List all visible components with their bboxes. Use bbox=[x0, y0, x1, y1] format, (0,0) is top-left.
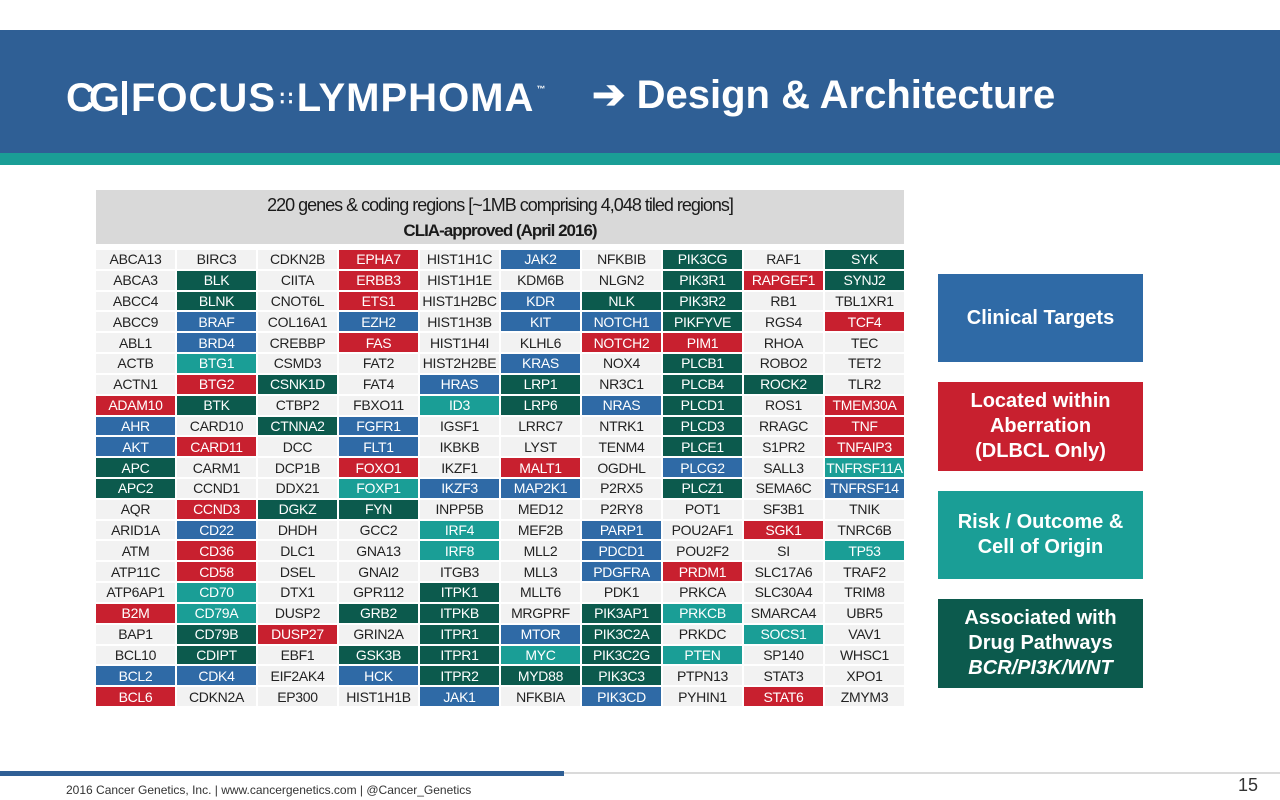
gene-cell: POU2AF1 bbox=[663, 521, 742, 540]
gene-cell: KDM6B bbox=[501, 271, 580, 290]
gene-cell: CARD10 bbox=[177, 417, 256, 436]
gene-cell: BTG1 bbox=[177, 354, 256, 373]
gene-cell: CTNNA2 bbox=[258, 417, 337, 436]
gene-cell: WHSC1 bbox=[825, 646, 904, 665]
gene-cell: TNF bbox=[825, 417, 904, 436]
gene-cell: NLGN2 bbox=[582, 271, 661, 290]
logo-lymphoma: LYMPHOMA bbox=[296, 75, 535, 120]
gene-cell: NR3C1 bbox=[582, 375, 661, 394]
gene-cell: HRAS bbox=[420, 375, 499, 394]
gene-cell: BLNK bbox=[177, 292, 256, 311]
gene-cell: ERBB3 bbox=[339, 271, 418, 290]
gene-cell: TRIM8 bbox=[825, 583, 904, 602]
gene-cell: CARD11 bbox=[177, 437, 256, 456]
gene-cell: POT1 bbox=[663, 500, 742, 519]
gene-cell: TNFRSF14 bbox=[825, 479, 904, 498]
gene-cell: SLC17A6 bbox=[744, 562, 823, 581]
legend-clinical-targets bbox=[938, 274, 1143, 362]
legend-clinical-label: Clinical Targets bbox=[966, 306, 1115, 329]
gene-cell: CSNK1D bbox=[258, 375, 337, 394]
gene-cell: ITPR2 bbox=[420, 666, 499, 685]
legend-drug-line1: Associated with bbox=[964, 607, 1117, 629]
gene-cell: DSEL bbox=[258, 562, 337, 581]
gene-cell: STAT6 bbox=[744, 687, 823, 706]
gene-cell: MLLT6 bbox=[501, 583, 580, 602]
gene-cell: CTBP2 bbox=[258, 396, 337, 415]
gene-cell: GRB2 bbox=[339, 604, 418, 623]
gene-cell: ADAM10 bbox=[96, 396, 175, 415]
gene-cell: ACTB bbox=[96, 354, 175, 373]
gene-cell: KDR bbox=[501, 292, 580, 311]
gene-cell: TENM4 bbox=[582, 437, 661, 456]
gene-cell: ABCC4 bbox=[96, 292, 175, 311]
gene-cell: IKZF1 bbox=[420, 458, 499, 477]
logo-separator: ∷ bbox=[280, 87, 293, 110]
gene-cell: PIK3C2G bbox=[582, 646, 661, 665]
legend-drug-line2: Drug Pathways bbox=[968, 632, 1113, 654]
gene-cell: CD22 bbox=[177, 521, 256, 540]
gene-cell: AHR bbox=[96, 417, 175, 436]
logo-cg: CG bbox=[66, 75, 114, 120]
gene-cell: IGSF1 bbox=[420, 417, 499, 436]
gene-grid bbox=[96, 250, 904, 706]
gene-cell: NTRK1 bbox=[582, 417, 661, 436]
gene-cell: BCL6 bbox=[96, 687, 175, 706]
gene-cell: ITPR1 bbox=[420, 625, 499, 644]
gene-cell: ACTN1 bbox=[96, 375, 175, 394]
gene-cell: SALL3 bbox=[744, 458, 823, 477]
gene-cell: UBR5 bbox=[825, 604, 904, 623]
gene-cell: SYNJ2 bbox=[825, 271, 904, 290]
gene-cell: PARP1 bbox=[582, 521, 661, 540]
gene-cell: KLHL6 bbox=[501, 333, 580, 352]
gene-cell: SLC30A4 bbox=[744, 583, 823, 602]
gene-cell: LRP6 bbox=[501, 396, 580, 415]
gene-cell: PLCD3 bbox=[663, 417, 742, 436]
gene-cell: NLK bbox=[582, 292, 661, 311]
gene-cell: P2RX5 bbox=[582, 479, 661, 498]
gene-cell: TET2 bbox=[825, 354, 904, 373]
gene-cell: SYK bbox=[825, 250, 904, 269]
logo-bar bbox=[122, 81, 127, 115]
gene-cell: TLR2 bbox=[825, 375, 904, 394]
footer-text: 2016 Cancer Genetics, Inc. | www.cancergenetics.com | @Cancer_Genetics bbox=[66, 783, 472, 797]
gene-cell: ITPKB bbox=[420, 604, 499, 623]
gene-cell: ROCK2 bbox=[744, 375, 823, 394]
gene-cell: DUSP27 bbox=[258, 625, 337, 644]
gene-cell: CD79B bbox=[177, 625, 256, 644]
gene-cell: HCK bbox=[339, 666, 418, 685]
gene-cell: FOXO1 bbox=[339, 458, 418, 477]
gene-cell: HIST1H4I bbox=[420, 333, 499, 352]
gene-cell: DDX21 bbox=[258, 479, 337, 498]
gene-cell: RRAGC bbox=[744, 417, 823, 436]
gene-cell: SEMA6C bbox=[744, 479, 823, 498]
gene-cell: CD36 bbox=[177, 541, 256, 560]
gene-cell: MLL3 bbox=[501, 562, 580, 581]
logo-focus: FOCUS bbox=[131, 75, 276, 120]
gene-cell: DLC1 bbox=[258, 541, 337, 560]
gene-cell: CD58 bbox=[177, 562, 256, 581]
gene-panel bbox=[96, 190, 904, 706]
gene-cell: ITGB3 bbox=[420, 562, 499, 581]
gene-cell: ABCC9 bbox=[96, 312, 175, 331]
gene-cell: PIKFYVE bbox=[663, 312, 742, 331]
gene-cell: SP140 bbox=[744, 646, 823, 665]
gene-cell: LYST bbox=[501, 437, 580, 456]
gene-cell: MYD88 bbox=[501, 666, 580, 685]
gene-cell: GRIN2A bbox=[339, 625, 418, 644]
gene-cell: AQR bbox=[96, 500, 175, 519]
gene-cell: EZH2 bbox=[339, 312, 418, 331]
gene-panel-header bbox=[96, 190, 904, 244]
gene-cell: PDCD1 bbox=[582, 541, 661, 560]
header-accent-strip bbox=[0, 153, 1280, 165]
gene-cell: ABCA3 bbox=[96, 271, 175, 290]
logo-trademark: ™ bbox=[536, 84, 546, 94]
gene-cell: BCL10 bbox=[96, 646, 175, 665]
gene-cell: GCC2 bbox=[339, 521, 418, 540]
gene-cell: JAK2 bbox=[501, 250, 580, 269]
gene-cell: GSK3B bbox=[339, 646, 418, 665]
gene-cell: ID3 bbox=[420, 396, 499, 415]
gene-cell: CDKN2B bbox=[258, 250, 337, 269]
gene-cell: CARM1 bbox=[177, 458, 256, 477]
gene-cell: DTX1 bbox=[258, 583, 337, 602]
gene-cell: PLCG2 bbox=[663, 458, 742, 477]
gene-cell: PRKCA bbox=[663, 583, 742, 602]
gene-cell: OGDHL bbox=[582, 458, 661, 477]
gene-cell: CDK4 bbox=[177, 666, 256, 685]
gene-cell: DCP1B bbox=[258, 458, 337, 477]
gene-cell: FYN bbox=[339, 500, 418, 519]
gene-cell: PTEN bbox=[663, 646, 742, 665]
gene-cell: ATP6AP1 bbox=[96, 583, 175, 602]
legend-located-line1: Located within bbox=[970, 390, 1111, 412]
gene-cell: PTPN13 bbox=[663, 666, 742, 685]
gene-cell: ARID1A bbox=[96, 521, 175, 540]
gene-cell: KRAS bbox=[501, 354, 580, 373]
gene-cell: TMEM30A bbox=[825, 396, 904, 415]
gene-cell: JAK1 bbox=[420, 687, 499, 706]
gene-cell: RAPGEF1 bbox=[744, 271, 823, 290]
legend-drug-pathways bbox=[938, 599, 1143, 688]
gene-cell: EPHA7 bbox=[339, 250, 418, 269]
gene-cell: MLL2 bbox=[501, 541, 580, 560]
gene-cell: CCND3 bbox=[177, 500, 256, 519]
gene-cell: NRAS bbox=[582, 396, 661, 415]
gene-cell: CDKN2A bbox=[177, 687, 256, 706]
gene-cell: BRD4 bbox=[177, 333, 256, 352]
gene-cell: PIK3C3 bbox=[582, 666, 661, 685]
gene-cell: RB1 bbox=[744, 292, 823, 311]
gene-cell: IKBKB bbox=[420, 437, 499, 456]
gene-cell: GNA13 bbox=[339, 541, 418, 560]
gene-cell: ETS1 bbox=[339, 292, 418, 311]
gene-cell: FOXP1 bbox=[339, 479, 418, 498]
gene-cell: MRGPRF bbox=[501, 604, 580, 623]
gene-cell: IRF4 bbox=[420, 521, 499, 540]
legend-risk-line2: Cell of Origin bbox=[977, 536, 1104, 558]
gene-cell: CD70 bbox=[177, 583, 256, 602]
gene-cell: CDIPT bbox=[177, 646, 256, 665]
gene-cell: S1PR2 bbox=[744, 437, 823, 456]
gene-cell: PLCB1 bbox=[663, 354, 742, 373]
gene-cell: PIK3R2 bbox=[663, 292, 742, 311]
gene-cell: DHDH bbox=[258, 521, 337, 540]
gene-cell: AKT bbox=[96, 437, 175, 456]
gene-cell: COL16A1 bbox=[258, 312, 337, 331]
gene-cell: HIST1H3B bbox=[420, 312, 499, 331]
gene-cell: PLCZ1 bbox=[663, 479, 742, 498]
gene-cell: ABL1 bbox=[96, 333, 175, 352]
gene-cell: HIST1H1B bbox=[339, 687, 418, 706]
gene-cell: SMARCA4 bbox=[744, 604, 823, 623]
gene-cell: TNFRSF11A bbox=[826, 459, 903, 476]
gene-cell: DUSP2 bbox=[258, 604, 337, 623]
gene-cell: RHOA bbox=[744, 333, 823, 352]
gene-cell: PLCD1 bbox=[663, 396, 742, 415]
legend-risk-outcome bbox=[938, 491, 1143, 579]
gene-cell: ATP11C bbox=[96, 562, 175, 581]
gene-cell: PIM1 bbox=[663, 333, 742, 352]
gene-cell: PDK1 bbox=[582, 583, 661, 602]
gene-cell: PIK3CG bbox=[663, 250, 742, 269]
gene-cell: PDGFRA bbox=[582, 562, 661, 581]
gene-cell: PLCE1 bbox=[663, 437, 742, 456]
gene-cell: NOX4 bbox=[582, 354, 661, 373]
gene-cell: CIITA bbox=[258, 271, 337, 290]
gene-cell: SGK1 bbox=[744, 521, 823, 540]
gene-cell: GPR112 bbox=[339, 583, 418, 602]
gene-cell: TNRC6B bbox=[825, 521, 904, 540]
focus-lymphoma-logo bbox=[66, 76, 545, 120]
gene-cell: BAP1 bbox=[96, 625, 175, 644]
gene-cell: CD79A bbox=[177, 604, 256, 623]
gene-cell: HIST1H1C bbox=[420, 250, 499, 269]
gene-cell: FBXO11 bbox=[339, 396, 418, 415]
gene-cell: FLT1 bbox=[339, 437, 418, 456]
gene-cell: POU2F2 bbox=[663, 541, 742, 560]
gene-cell: CREBBP bbox=[258, 333, 337, 352]
gene-cell: CNOT6L bbox=[258, 292, 337, 311]
gene-cell: NOTCH1 bbox=[582, 312, 661, 331]
gene-cell: SF3B1 bbox=[744, 500, 823, 519]
gene-cell: EP300 bbox=[258, 687, 337, 706]
legend-located-within-aberration bbox=[938, 382, 1143, 471]
gene-cell: MEF2B bbox=[501, 521, 580, 540]
gene-cell: ITPK1 bbox=[420, 583, 499, 602]
legend-risk-line1: Risk / Outcome & bbox=[957, 511, 1124, 533]
gene-cell: ABCA13 bbox=[96, 250, 175, 269]
gene-cell: APC bbox=[96, 458, 175, 477]
gene-cell: SI bbox=[744, 541, 823, 560]
gene-cell: PIK3C2A bbox=[582, 625, 661, 644]
gene-cell: EBF1 bbox=[258, 646, 337, 665]
gene-cell: PYHIN1 bbox=[663, 687, 742, 706]
gene-cell: RGS4 bbox=[744, 312, 823, 331]
gene-cell: HIST2H2BE bbox=[420, 354, 499, 373]
gene-cell: MTOR bbox=[501, 625, 580, 644]
gene-cell: SOCS1 bbox=[744, 625, 823, 644]
gene-cell: NOTCH2 bbox=[582, 333, 661, 352]
gene-cell: APC2 bbox=[96, 479, 175, 498]
gene-cell: ROS1 bbox=[744, 396, 823, 415]
gene-cell: ZMYM3 bbox=[825, 687, 904, 706]
gene-cell: XPO1 bbox=[825, 666, 904, 685]
page-number: 15 bbox=[1238, 775, 1259, 795]
gene-cell: TP53 bbox=[825, 541, 904, 560]
gene-cell: P2RY8 bbox=[582, 500, 661, 519]
gene-cell: PIK3R1 bbox=[663, 271, 742, 290]
gene-cell: STAT3 bbox=[744, 666, 823, 685]
gene-cell: PRDM1 bbox=[663, 562, 742, 581]
gene-cell: TNFAIP3 bbox=[825, 437, 904, 456]
gene-cell: INPP5B bbox=[420, 500, 499, 519]
gene-cell: BRAF bbox=[177, 312, 256, 331]
gene-cell: FAS bbox=[339, 333, 418, 352]
gene-cell: BLK bbox=[177, 271, 256, 290]
gene-cell: TNIK bbox=[825, 500, 904, 519]
gene-cell: IRF8 bbox=[420, 541, 499, 560]
gene-cell: GNAI2 bbox=[339, 562, 418, 581]
gene-cell: CSMD3 bbox=[258, 354, 337, 373]
legend-located-line3: (DLBCL Only) bbox=[975, 440, 1106, 462]
gene-cell: BTK bbox=[177, 396, 256, 415]
gene-cell: LRP1 bbox=[501, 375, 580, 394]
gene-cell: MALT1 bbox=[501, 458, 580, 477]
gene-cell: BCL2 bbox=[96, 666, 175, 685]
gene-cell: EIF2AK4 bbox=[258, 666, 337, 685]
gene-cell: VAV1 bbox=[825, 625, 904, 644]
gene-cell: HIST1H2BC bbox=[420, 292, 499, 311]
legend-located-line2: Aberration bbox=[989, 415, 1092, 437]
gene-cell: MAP2K1 bbox=[501, 479, 580, 498]
gene-cell: TBL1XR1 bbox=[825, 292, 904, 311]
gene-cell: DGKZ bbox=[258, 500, 337, 519]
gene-cell: IKZF3 bbox=[420, 479, 499, 498]
gene-cell: BIRC3 bbox=[177, 250, 256, 269]
gene-cell: KIT bbox=[501, 312, 580, 331]
gene-cell: DCC bbox=[258, 437, 337, 456]
gene-cell: TCF4 bbox=[825, 312, 904, 331]
gene-cell: ITPR1 bbox=[420, 646, 499, 665]
gene-cell: PLCB4 bbox=[663, 375, 742, 394]
gene-cell: PRKCB bbox=[663, 604, 742, 623]
legend-drug-line3: BCR/PI3K/WNT bbox=[968, 657, 1113, 679]
gene-cell: TRAF2 bbox=[825, 562, 904, 581]
gene-cell: FAT4 bbox=[339, 375, 418, 394]
footer-accent-bar bbox=[0, 771, 564, 776]
gene-cell: PIK3AP1 bbox=[582, 604, 661, 623]
gene-cell: PIK3CD bbox=[582, 687, 661, 706]
gene-cell: MED12 bbox=[501, 500, 580, 519]
gene-cell: FGFR1 bbox=[339, 417, 418, 436]
gene-cell: CCND1 bbox=[177, 479, 256, 498]
gene-cell: PRKDC bbox=[663, 625, 742, 644]
gene-panel-description: 220 genes & coding regions [~1MB comprising 4,048 tiled regions] bbox=[267, 195, 733, 215]
gene-cell: TEC bbox=[825, 333, 904, 352]
gene-panel-approval: CLIA-approved (April 2016) bbox=[403, 221, 597, 240]
gene-cell: RAF1 bbox=[744, 250, 823, 269]
gene-cell: MYC bbox=[501, 646, 580, 665]
gene-cell: B2M bbox=[96, 604, 175, 623]
slide-title: ➔ Design & Architecture bbox=[592, 73, 1056, 117]
gene-cell: ROBO2 bbox=[744, 354, 823, 373]
gene-cell: NFKBIA bbox=[501, 687, 580, 706]
gene-cell: BTG2 bbox=[177, 375, 256, 394]
gene-cell: ATM bbox=[96, 541, 175, 560]
gene-cell: NFKBIB bbox=[582, 250, 661, 269]
gene-cell: HIST1H1E bbox=[420, 271, 499, 290]
gene-cell: LRRC7 bbox=[501, 417, 580, 436]
gene-cell: FAT2 bbox=[339, 354, 418, 373]
